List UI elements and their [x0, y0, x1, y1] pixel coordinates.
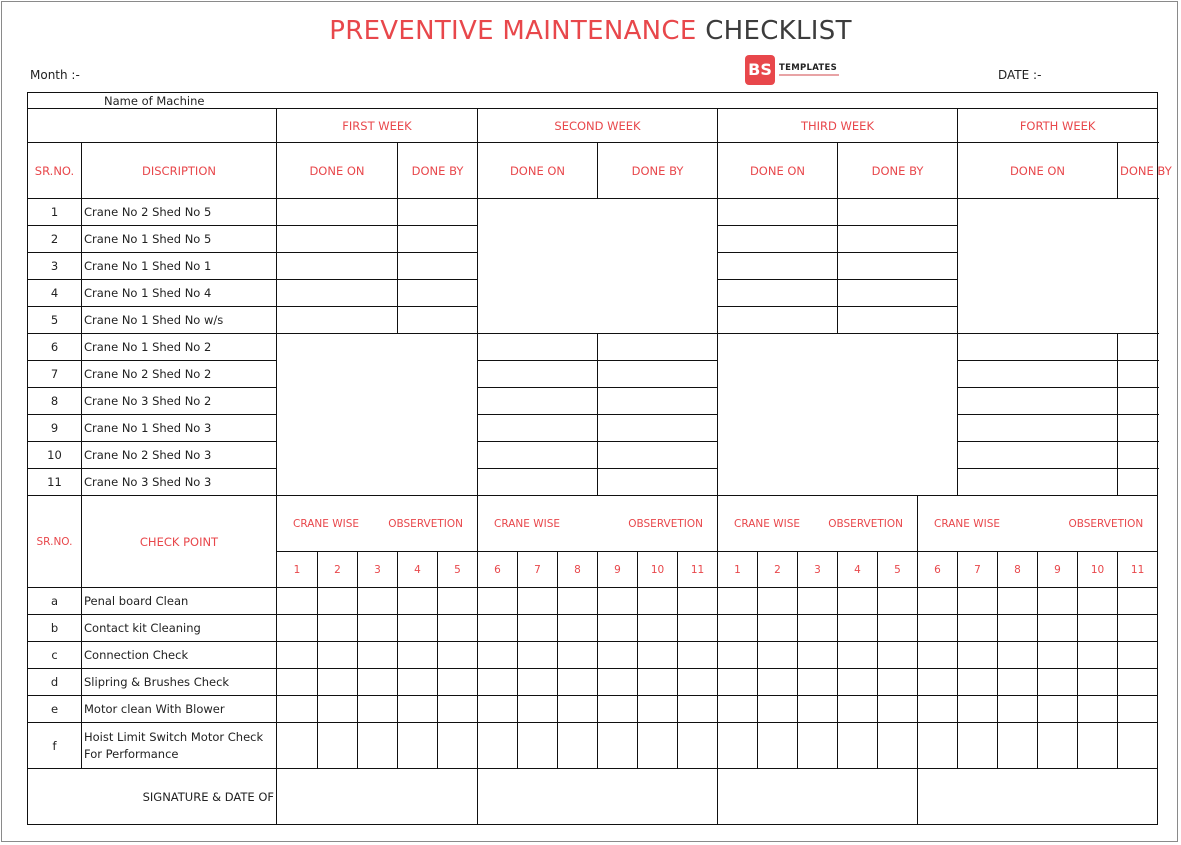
crane-sr: 9	[28, 415, 82, 442]
crane-number-header: 11	[1118, 552, 1158, 588]
observation-cell[interactable]	[598, 669, 638, 696]
observation-cell[interactable]	[598, 696, 638, 723]
observation-cell[interactable]	[518, 696, 558, 723]
checkpoint-line-1: Penal board Clean	[84, 593, 189, 608]
observation-cell[interactable]	[318, 615, 358, 642]
observation-cell[interactable]	[838, 723, 878, 769]
week4-done-on-cell[interactable]	[958, 361, 1118, 388]
observation-cell[interactable]	[718, 642, 758, 669]
observation-cell[interactable]	[1078, 588, 1118, 615]
crane-number-header: 2	[318, 552, 358, 588]
observation-label: OBSERVETION	[388, 517, 463, 530]
week2-done-on-cell[interactable]	[478, 415, 598, 442]
crane-sr: 3	[28, 253, 82, 280]
observation-cell[interactable]	[1118, 696, 1158, 723]
observation-cell[interactable]	[478, 696, 518, 723]
observation-cell[interactable]	[638, 588, 678, 615]
crane-wise-observation-header-1	[277, 496, 478, 552]
crane-wise-label: CRANE WISE	[293, 517, 359, 530]
crane-name: Crane No 2 Shed No 2	[82, 361, 277, 388]
crane-number-header: 3	[358, 552, 398, 588]
blank-header-cell	[28, 109, 277, 143]
observation-cell[interactable]	[518, 615, 558, 642]
observation-cell[interactable]	[1118, 615, 1158, 642]
observation-cell[interactable]	[438, 642, 478, 669]
observation-cell[interactable]	[1078, 669, 1118, 696]
observation-cell[interactable]	[438, 723, 478, 769]
observation-cell[interactable]	[277, 588, 318, 615]
observation-cell[interactable]	[277, 642, 318, 669]
observation-cell[interactable]	[718, 588, 758, 615]
observation-cell[interactable]	[958, 723, 998, 769]
observation-cell[interactable]	[998, 642, 1038, 669]
week1-done-on-cell[interactable]	[277, 307, 398, 334]
done-by-header-w1: DONE BY	[398, 143, 478, 199]
crane-sr: 5	[28, 307, 82, 334]
crane-sr: 8	[28, 388, 82, 415]
observation-cell[interactable]	[758, 615, 798, 642]
title-part-red: PREVENTIVE MAINTENANCE	[329, 16, 697, 46]
week-header-2: SECOND WEEK	[478, 109, 718, 143]
observation-cell[interactable]	[838, 615, 878, 642]
observation-cell[interactable]	[558, 588, 598, 615]
observation-cell[interactable]	[478, 669, 518, 696]
signature-cell-week2[interactable]	[478, 769, 718, 825]
observation-cell[interactable]	[918, 669, 958, 696]
observation-cell[interactable]	[998, 696, 1038, 723]
checkpoint-item	[82, 588, 277, 615]
machine-name-label: Name of Machine	[104, 93, 205, 108]
crane-number-header: 10	[638, 552, 678, 588]
crane-name: Crane No 1 Shed No 2	[82, 334, 277, 361]
week1-done-by-cell[interactable]	[398, 226, 478, 253]
observation-cell[interactable]	[277, 723, 318, 769]
week3-done-on-cell[interactable]	[718, 199, 838, 226]
week3-done-on-cell[interactable]	[718, 226, 838, 253]
checklist-table	[27, 92, 1172, 825]
crane-sr: 4	[28, 280, 82, 307]
week4-done-by-cell[interactable]	[1118, 334, 1158, 361]
observation-cell[interactable]	[438, 615, 478, 642]
week3-done-by-cell[interactable]	[838, 280, 958, 307]
observation-cell[interactable]	[798, 669, 838, 696]
observation-cell[interactable]	[518, 669, 558, 696]
crane-name: Crane No 1 Shed No w/s	[82, 307, 277, 334]
week4-done-by-cell[interactable]	[1118, 442, 1158, 469]
week4-done-by-cell[interactable]	[1118, 388, 1158, 415]
description-header: DISCRIPTION	[82, 143, 277, 199]
done-on-header-w1: DONE ON	[277, 143, 398, 199]
week4-merged-block[interactable]	[958, 199, 1158, 334]
observation-cell[interactable]	[838, 696, 878, 723]
week2-done-by-cell[interactable]	[598, 415, 718, 442]
observation-cell[interactable]	[358, 588, 398, 615]
crane-wise-label: CRANE WISE	[934, 517, 1000, 530]
observation-cell[interactable]	[758, 723, 798, 769]
observation-cell[interactable]	[678, 615, 718, 642]
crane-number-header: 2	[758, 552, 798, 588]
observation-cell[interactable]	[358, 642, 398, 669]
crane-wise-observation-header-4	[918, 496, 1158, 552]
sr-no-header: SR.NO.	[28, 143, 82, 199]
observation-label: OBSERVETION	[1068, 517, 1144, 530]
checkpoint-line-1: Motor clean With Blower	[84, 701, 225, 716]
week4-done-on-cell[interactable]	[958, 334, 1118, 361]
observation-cell[interactable]	[678, 696, 718, 723]
week1-done-by-cell[interactable]	[398, 280, 478, 307]
crane-number-header: 5	[878, 552, 918, 588]
week3-done-on-cell[interactable]	[718, 307, 838, 334]
observation-cell[interactable]	[1118, 588, 1158, 615]
signature-cell-week3[interactable]	[718, 769, 918, 825]
date-label: DATE :-	[998, 68, 1042, 82]
crane-number-header: 4	[838, 552, 878, 588]
crane-number-header: 4	[398, 552, 438, 588]
page-title	[0, 16, 1181, 46]
observation-cell[interactable]	[1078, 642, 1118, 669]
observation-cell[interactable]	[958, 669, 998, 696]
observation-cell[interactable]	[758, 588, 798, 615]
checkpoint-line-1: Connection Check	[84, 647, 189, 662]
crane-number-header: 9	[598, 552, 638, 588]
logo-underline	[779, 74, 839, 76]
observation-cell[interactable]	[1118, 669, 1158, 696]
crane-name: Crane No 1 Shed No 3	[82, 415, 277, 442]
observation-cell[interactable]	[718, 723, 758, 769]
observation-cell[interactable]	[398, 642, 438, 669]
observation-cell[interactable]	[758, 696, 798, 723]
week-header-3: THIRD WEEK	[718, 109, 958, 143]
observation-cell[interactable]	[798, 696, 838, 723]
week1-done-by-cell[interactable]	[398, 199, 478, 226]
observation-cell[interactable]	[598, 723, 638, 769]
crane-sr: 2	[28, 226, 82, 253]
week2-done-by-cell[interactable]	[598, 469, 718, 496]
checkpoint-item	[82, 642, 277, 669]
checkpoint-line-1: Hoist Limit Switch Motor Check	[84, 729, 264, 744]
crane-sr: 1	[28, 199, 82, 226]
observation-cell[interactable]	[878, 642, 918, 669]
observation-cell[interactable]	[478, 588, 518, 615]
observation-cell[interactable]	[358, 723, 398, 769]
crane-sr: 7	[28, 361, 82, 388]
done-by-header-w4: DONE BY	[1118, 143, 1158, 199]
observation-cell[interactable]	[638, 696, 678, 723]
week3-done-by-cell[interactable]	[838, 226, 958, 253]
observation-cell[interactable]	[958, 588, 998, 615]
observation-cell[interactable]	[798, 588, 838, 615]
crane-name: Crane No 1 Shed No 1	[82, 253, 277, 280]
observation-cell[interactable]	[1038, 615, 1078, 642]
crane-wise-observation-header-2	[478, 496, 718, 552]
done-by-header-w3: DONE BY	[838, 143, 958, 199]
week2-merged-block[interactable]	[478, 199, 718, 334]
check-point-header: CHECK POINT	[82, 496, 277, 588]
crane-number-header: 7	[518, 552, 558, 588]
crane-number-header: 7	[958, 552, 998, 588]
observation-cell[interactable]	[638, 723, 678, 769]
observation-cell[interactable]	[1038, 723, 1078, 769]
week4-done-on-cell[interactable]	[958, 415, 1118, 442]
observation-cell[interactable]	[277, 615, 318, 642]
crane-name: Crane No 2 Shed No 3	[82, 442, 277, 469]
checkpoint-sr-header: SR.NO.	[28, 496, 82, 588]
observation-cell[interactable]	[918, 615, 958, 642]
checkpoint-sr: b	[28, 615, 82, 642]
signature-cell-week4[interactable]	[918, 769, 1158, 825]
checkpoint-item	[82, 615, 277, 642]
logo-text: TEMPLATES	[779, 63, 838, 73]
crane-number-header: 11	[678, 552, 718, 588]
observation-cell[interactable]	[838, 669, 878, 696]
observation-cell[interactable]	[518, 723, 558, 769]
observation-cell[interactable]	[918, 696, 958, 723]
week2-done-on-cell[interactable]	[478, 469, 598, 496]
week3-merged-block[interactable]	[718, 334, 958, 496]
observation-cell[interactable]	[1078, 723, 1118, 769]
crane-number-header: 1	[718, 552, 758, 588]
observation-cell[interactable]	[718, 669, 758, 696]
observation-cell[interactable]	[558, 723, 598, 769]
observation-cell[interactable]	[958, 696, 998, 723]
observation-cell[interactable]	[478, 642, 518, 669]
logo-mark: BS	[745, 55, 775, 85]
observation-cell[interactable]	[918, 723, 958, 769]
observation-cell[interactable]	[798, 642, 838, 669]
observation-cell[interactable]	[318, 669, 358, 696]
week1-done-on-cell[interactable]	[277, 226, 398, 253]
observation-cell[interactable]	[1078, 615, 1118, 642]
observation-cell[interactable]	[277, 696, 318, 723]
checkpoint-line-1: Contact kit Cleaning	[84, 620, 201, 635]
week4-done-on-cell[interactable]	[958, 469, 1118, 496]
crane-wise-label: CRANE WISE	[494, 517, 560, 530]
observation-cell[interactable]	[438, 696, 478, 723]
observation-cell[interactable]	[678, 723, 718, 769]
observation-cell[interactable]	[998, 669, 1038, 696]
bs-templates-logo	[745, 55, 845, 87]
crane-number-header: 5	[438, 552, 478, 588]
observation-cell[interactable]	[958, 642, 998, 669]
crane-wise-observation-header-3	[718, 496, 918, 552]
week2-done-on-cell[interactable]	[478, 388, 598, 415]
observation-cell[interactable]	[398, 588, 438, 615]
week-header-4: FORTH WEEK	[958, 109, 1158, 143]
done-by-header-w2: DONE BY	[598, 143, 718, 199]
observation-cell[interactable]	[918, 642, 958, 669]
observation-cell[interactable]	[318, 588, 358, 615]
week1-done-on-cell[interactable]	[277, 280, 398, 307]
crane-sr: 10	[28, 442, 82, 469]
crane-name: Crane No 2 Shed No 5	[82, 199, 277, 226]
observation-cell[interactable]	[878, 696, 918, 723]
machine-name-row	[28, 93, 1158, 109]
checkpoint-item	[82, 723, 277, 769]
observation-cell[interactable]	[638, 642, 678, 669]
week-header-1: FIRST WEEK	[277, 109, 478, 143]
week2-done-by-cell[interactable]	[598, 334, 718, 361]
observation-cell[interactable]	[758, 669, 798, 696]
observation-cell[interactable]	[358, 615, 398, 642]
observation-cell[interactable]	[838, 642, 878, 669]
observation-cell[interactable]	[1038, 642, 1078, 669]
observation-cell[interactable]	[918, 588, 958, 615]
observation-cell[interactable]	[998, 615, 1038, 642]
observation-cell[interactable]	[438, 669, 478, 696]
checkpoint-line-2: For Performance	[84, 746, 179, 761]
observation-cell[interactable]	[1038, 669, 1078, 696]
done-on-header-w3: DONE ON	[718, 143, 838, 199]
week4-done-by-cell[interactable]	[1118, 469, 1158, 496]
week1-merged-block[interactable]	[277, 334, 478, 496]
week2-done-by-cell[interactable]	[598, 388, 718, 415]
crane-number-header: 1	[277, 552, 318, 588]
observation-cell[interactable]	[518, 642, 558, 669]
observation-cell[interactable]	[1038, 588, 1078, 615]
crane-wise-label: CRANE WISE	[734, 517, 800, 530]
week1-done-by-cell[interactable]	[398, 253, 478, 280]
observation-cell[interactable]	[358, 669, 398, 696]
observation-cell[interactable]	[878, 588, 918, 615]
crane-name: Crane No 3 Shed No 3	[82, 469, 277, 496]
observation-cell[interactable]	[878, 669, 918, 696]
week3-done-on-cell[interactable]	[718, 280, 838, 307]
week3-done-on-cell[interactable]	[718, 253, 838, 280]
checkpoint-sr: f	[28, 723, 82, 769]
observation-cell[interactable]	[277, 669, 318, 696]
week4-done-by-cell[interactable]	[1118, 361, 1158, 388]
observation-cell[interactable]	[558, 696, 598, 723]
observation-cell[interactable]	[758, 642, 798, 669]
observation-cell[interactable]	[958, 615, 998, 642]
observation-cell[interactable]	[718, 696, 758, 723]
week2-done-on-cell[interactable]	[478, 334, 598, 361]
observation-cell[interactable]	[798, 615, 838, 642]
crane-number-header: 9	[1038, 552, 1078, 588]
crane-number-header: 6	[478, 552, 518, 588]
done-on-header-w2: DONE ON	[478, 143, 598, 199]
week3-done-by-cell[interactable]	[838, 307, 958, 334]
observation-cell[interactable]	[878, 723, 918, 769]
done-on-header-w4: DONE ON	[958, 143, 1118, 199]
observation-cell[interactable]	[678, 642, 718, 669]
crane-sr: 11	[28, 469, 82, 496]
week1-done-on-cell[interactable]	[277, 199, 398, 226]
crane-name: Crane No 3 Shed No 2	[82, 388, 277, 415]
observation-cell[interactable]	[1038, 696, 1078, 723]
observation-cell[interactable]	[598, 588, 638, 615]
observation-cell[interactable]	[478, 615, 518, 642]
week4-done-on-cell[interactable]	[958, 388, 1118, 415]
week1-done-on-cell[interactable]	[277, 253, 398, 280]
week1-done-by-cell[interactable]	[398, 307, 478, 334]
title-part-gray: CHECKLIST	[705, 16, 852, 46]
observation-cell[interactable]	[1118, 723, 1158, 769]
checkpoint-item	[82, 669, 277, 696]
observation-label: OBSERVETION	[628, 517, 703, 530]
observation-cell[interactable]	[478, 723, 518, 769]
week4-done-on-cell[interactable]	[958, 442, 1118, 469]
checkpoint-sr: e	[28, 696, 82, 723]
week3-done-by-cell[interactable]	[838, 199, 958, 226]
observation-cell[interactable]	[398, 669, 438, 696]
crane-number-header: 8	[558, 552, 598, 588]
observation-cell[interactable]	[398, 696, 438, 723]
observation-cell[interactable]	[318, 696, 358, 723]
observation-cell[interactable]	[998, 723, 1038, 769]
observation-cell[interactable]	[558, 669, 598, 696]
observation-cell[interactable]	[398, 723, 438, 769]
week2-done-on-cell[interactable]	[478, 361, 598, 388]
observation-cell[interactable]	[998, 588, 1038, 615]
week2-done-by-cell[interactable]	[598, 442, 718, 469]
observation-cell[interactable]	[518, 588, 558, 615]
observation-cell[interactable]	[638, 669, 678, 696]
observation-cell[interactable]	[558, 615, 598, 642]
checkpoint-sr: d	[28, 669, 82, 696]
crane-name: Crane No 1 Shed No 5	[82, 226, 277, 253]
month-label: Month :-	[30, 68, 80, 82]
observation-cell[interactable]	[678, 588, 718, 615]
crane-name: Crane No 1 Shed No 4	[82, 280, 277, 307]
observation-cell[interactable]	[438, 588, 478, 615]
observation-cell[interactable]	[1118, 642, 1158, 669]
observation-cell[interactable]	[558, 642, 598, 669]
observation-cell[interactable]	[718, 615, 758, 642]
crane-number-header: 10	[1078, 552, 1118, 588]
week2-done-on-cell[interactable]	[478, 442, 598, 469]
week4-done-by-cell[interactable]	[1118, 415, 1158, 442]
observation-cell[interactable]	[598, 642, 638, 669]
observation-cell[interactable]	[1078, 696, 1118, 723]
checkpoint-sr: a	[28, 588, 82, 615]
observation-label: OBSERVETION	[828, 517, 903, 530]
observation-cell[interactable]	[798, 723, 838, 769]
checkpoint-line-1: Slipring & Brushes Check	[84, 674, 230, 689]
observation-cell[interactable]	[318, 642, 358, 669]
observation-cell[interactable]	[638, 615, 678, 642]
checkpoint-sr: c	[28, 642, 82, 669]
observation-cell[interactable]	[358, 696, 398, 723]
crane-sr: 6	[28, 334, 82, 361]
observation-cell[interactable]	[398, 615, 438, 642]
week3-done-by-cell[interactable]	[838, 253, 958, 280]
observation-cell[interactable]	[318, 723, 358, 769]
observation-cell[interactable]	[678, 669, 718, 696]
crane-number-header: 8	[998, 552, 1038, 588]
signature-label: SIGNATURE & DATE OF	[28, 769, 277, 825]
observation-cell[interactable]	[838, 588, 878, 615]
signature-cell-week1[interactable]	[277, 769, 478, 825]
crane-number-header: 6	[918, 552, 958, 588]
observation-cell[interactable]	[598, 615, 638, 642]
crane-number-header: 3	[798, 552, 838, 588]
week2-done-by-cell[interactable]	[598, 361, 718, 388]
observation-cell[interactable]	[878, 615, 918, 642]
checkpoint-item	[82, 696, 277, 723]
